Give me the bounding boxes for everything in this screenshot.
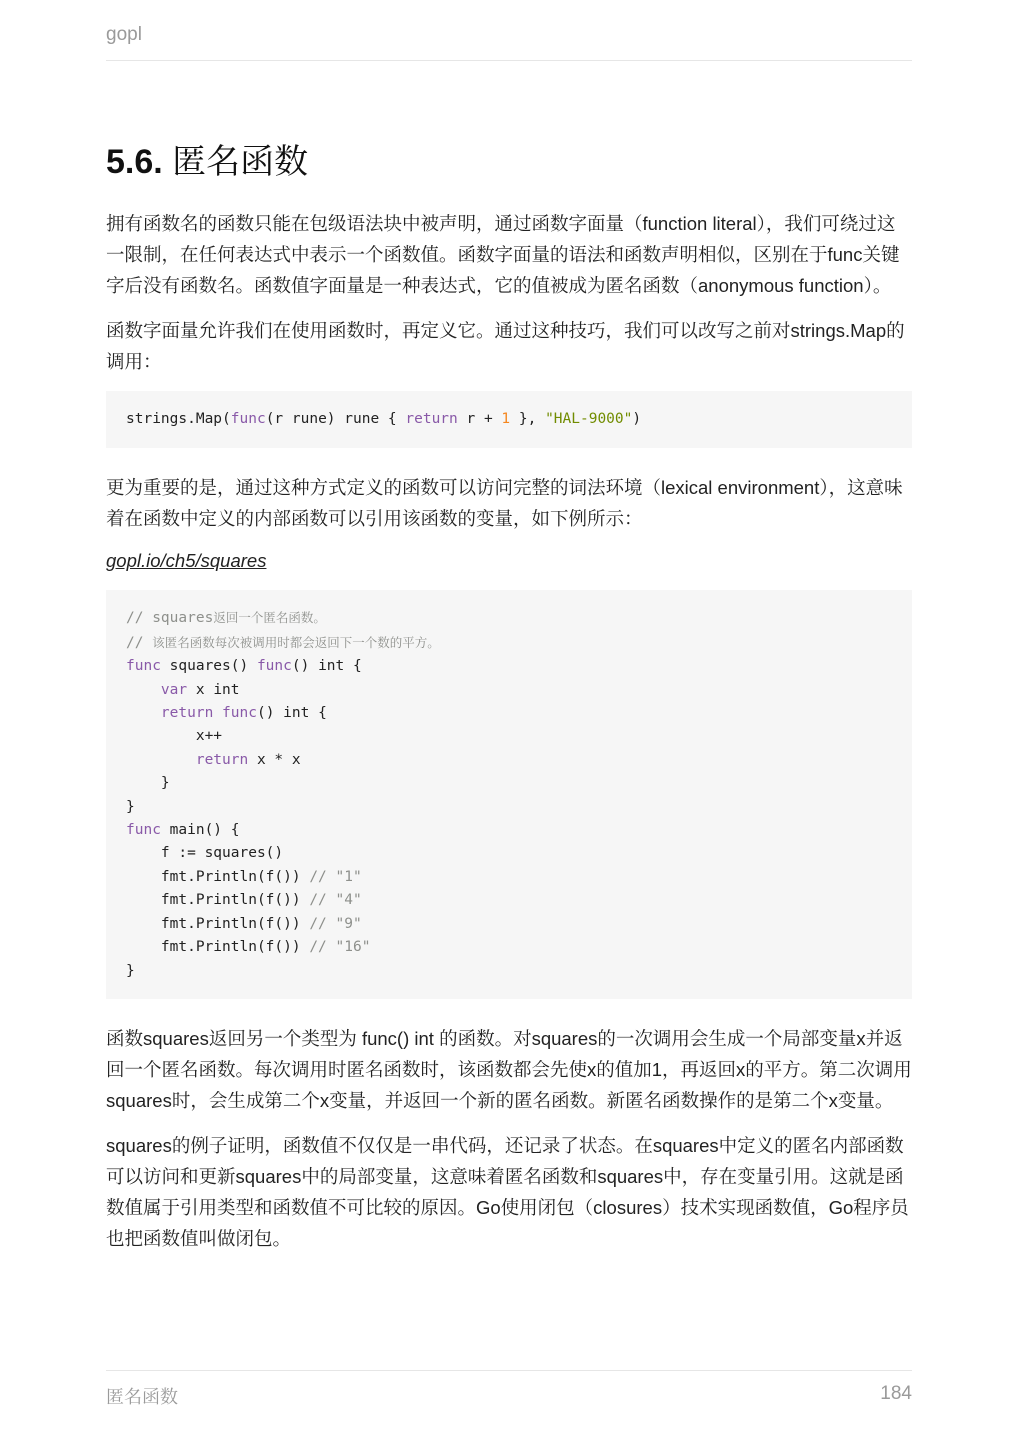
footer-chapter-title: 匿名函数 — [106, 1387, 178, 1407]
code-token: x * x — [248, 751, 301, 768]
code-keyword: func — [126, 822, 161, 839]
code-indent — [126, 752, 196, 768]
header-divider — [106, 60, 912, 61]
section-number: 5.6. — [106, 143, 163, 181]
code-indent — [126, 682, 161, 698]
code-token: fmt.Println(f()) — [126, 939, 310, 956]
paragraph-strings-map: 函数字面量允许我们在使用函数时，再定义它。通过这种技巧，我们可以改写之前对strings.Map的调用： — [106, 320, 905, 372]
code-comment: // "1" — [309, 868, 362, 885]
code-token: r + — [457, 411, 502, 427]
code-keyword: return — [160, 705, 214, 722]
code-line: x++ — [126, 728, 223, 745]
code-token: squares() — [160, 658, 257, 675]
code-token: () int { — [256, 705, 327, 722]
code-token: fmt.Println(f()) — [126, 892, 310, 909]
section-title — [106, 134, 308, 183]
code-comment: // squares — [126, 610, 214, 627]
code-keyword: return — [195, 751, 249, 768]
code-keyword: func — [126, 658, 161, 675]
code-token: () int { — [291, 658, 362, 675]
code-keyword: var — [160, 681, 188, 698]
code-string: "HAL-9000" — [545, 411, 633, 427]
page-number: 184 — [880, 1383, 912, 1404]
section-title-text: 匿名函数 — [172, 143, 309, 181]
code-comment: // "9" — [309, 915, 362, 932]
code-block-squares — [106, 590, 912, 999]
footer-divider — [106, 1370, 912, 1371]
code-line: } — [126, 775, 170, 792]
code-token: (r rune) rune { — [265, 411, 406, 427]
code-indent — [126, 705, 161, 721]
code-comment: // "4" — [309, 892, 362, 909]
code-comment: // "16" — [309, 939, 371, 956]
paragraph-lexical-environment: 更为重要的是，通过这种方式定义的函数可以访问完整的词法环境（lexical environment），这意味着在函数中定义的内部函数可以引用该函数的变量，如下例所示： — [106, 477, 903, 530]
code-keyword: func — [256, 658, 292, 675]
code-token: fmt.Println(f()) — [126, 868, 310, 885]
code-keyword: return — [405, 411, 458, 427]
book-page — [106, 0, 912, 1440]
code-token: ) — [632, 411, 642, 427]
code-token: x int — [187, 681, 240, 698]
paragraph-intro: 拥有函数名的函数只能在包级语法块中被声明，通过函数字面量（function literal），我们可绕过这一限制，在任何表达式中表示一个函数值。函数字面量的语法和函数声明相似，区别在于func关键字后没有函数名。函数值字面量是一种表达式，它的值被成为匿名函数（anonymous function）。 — [106, 213, 900, 296]
code-block-strings-map — [106, 391, 912, 448]
code-token: main() { — [160, 822, 240, 839]
code-comment: 该匿名函数每次被调用时都会返回下一个数的平方。 — [152, 634, 440, 650]
code-line: f := squares() — [126, 845, 284, 862]
code-comment: 返回一个匿名函数。 — [213, 610, 326, 626]
code-token: }, — [510, 411, 546, 427]
code-keyword: func — [222, 705, 257, 722]
paragraph-closures: squares的例子证明，函数值不仅仅是一串代码，还记录了状态。在squares中定义的匿名内部函数可以访问和更新squares中的局部变量，这意味着匿名函数和squares中，存在变量引用。这就是函数值属于引用类型和函数值不可比较的原因。Go使用闭包（closures）技术实现函数值，Go程序员也把函数值叫做闭包。 — [106, 1134, 909, 1249]
code-token: strings.Map( — [126, 411, 231, 427]
paragraph-squares-explanation: 函数squares返回另一个类型为 func() int 的函数。对squares的一次调用会生成一个局部变量x并返回一个匿名函数。每次调用时匿名函数时，该函数都会先使x的值加1，再返回x的平方。第二次调用squares时，会生成第二个x变量，并返回一个新的匿名函数。新匿名函数操作的是第二个x变量。 — [106, 1027, 912, 1111]
code-line: } — [126, 798, 135, 815]
code-line: } — [126, 962, 135, 979]
source-link[interactable]: gopl.io/ch5/squares — [106, 550, 267, 572]
code-token — [213, 705, 222, 721]
code-number: 1 — [501, 411, 511, 427]
running-header: gopl — [106, 24, 142, 45]
code-token: fmt.Println(f()) — [126, 915, 310, 932]
code-keyword: func — [230, 411, 266, 427]
page-content — [106, 208, 912, 1268]
code-comment: // — [126, 634, 153, 651]
